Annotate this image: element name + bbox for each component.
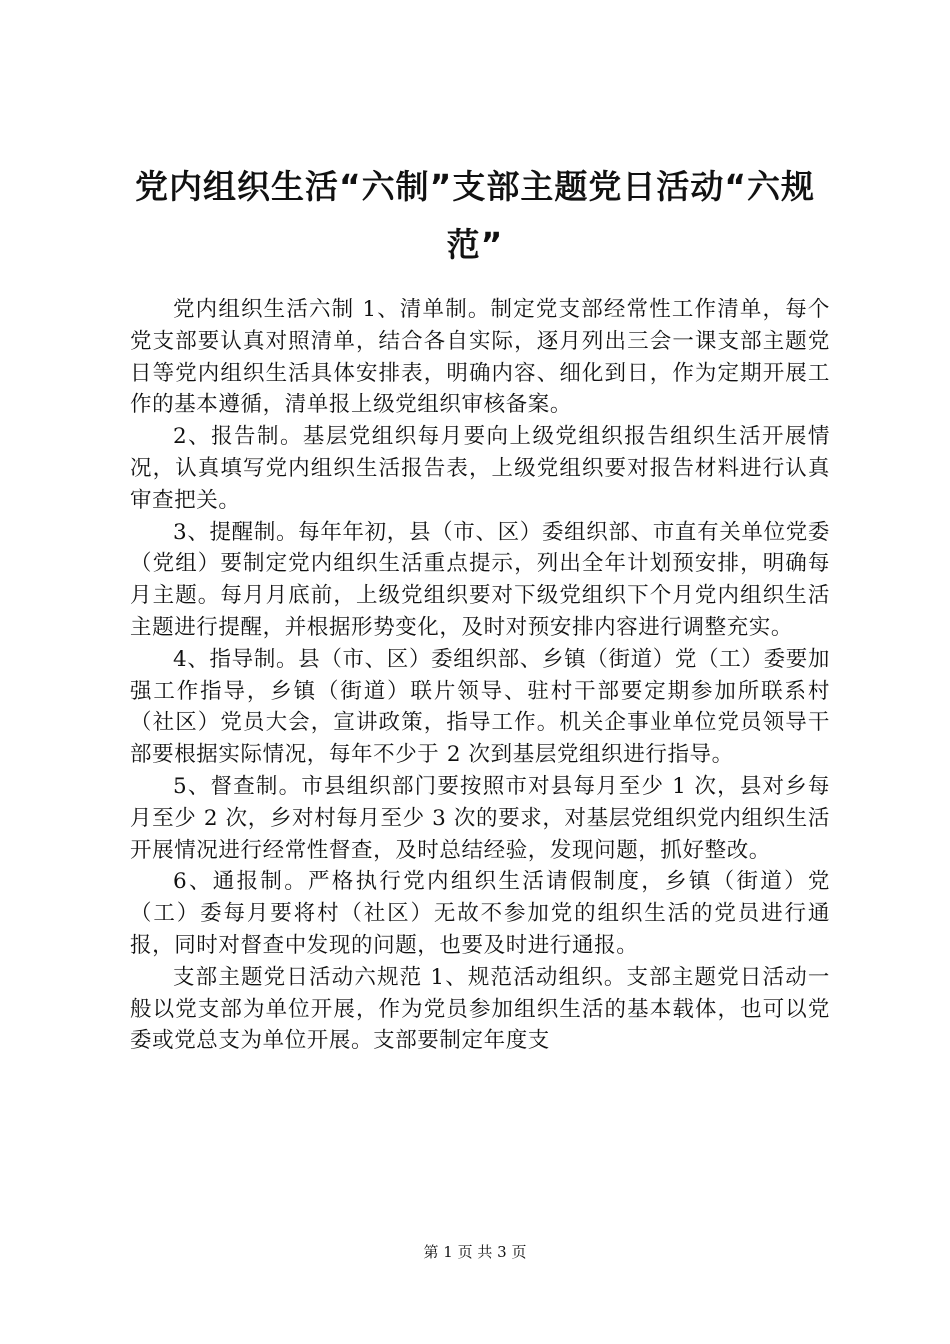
paragraph: 2、报告制。基层党组织每月要向上级党组织报告组织生活开展情况，认真填写党内组织生活报告表，上级党组织要对报告材料进行认真审查把关。 (130, 424, 830, 513)
page-number-footer: 第 1 页 共 3 页 (423, 1243, 527, 1261)
paragraph: 党内组织生活六制 1、清单制。制定党支部经常性工作清单，每个党支部要认真对照清单，结合各自实际，逐月列出三会一课支部主题党日等党内组织生活具体安排表，明确内容、细化到日，作为定期开展工作的基本遵循，清单报上级党组织审核备案。 (130, 297, 830, 418)
paragraph: 6、通报制。严格执行党内组织生活请假制度，乡镇（街道）党（工）委每月要将村（社区）无故不参加党的组织生活的党员进行通报，同时对督查中发现的问题，也要及时进行通报。 (130, 869, 830, 958)
document-body (130, 294, 830, 1057)
paragraph: 3、提醒制。每年年初，县（市、区）委组织部、市直有关单位党委（党组）要制定党内组织生活重点提示，列出全年计划预安排，明确每月主题。每月月底前，上级党组织要对下级党组织下个月党内组织生活主题进行提醒，并根据形势变化，及时对预安排内容进行调整充实。 (130, 519, 830, 640)
document-title: 党内组织生活“六制”支部主题党日活动“六规范” (134, 167, 816, 264)
paragraph: 支部主题党日活动六规范 1、规范活动组织。支部主题党日活动一般以党支部为单位开展，作为党员参加组织生活的基本载体，也可以党委或党总支为单位开展。支部要制定年度支 (130, 964, 830, 1054)
paragraph: 4、指导制。县（市、区）委组织部、乡镇（街道）党（工）委要加强工作指导，乡镇（街道）联片领导、驻村干部要定期参加所联系村（社区）党员大会，宣讲政策，指导工作。机关企事业单位党员领导干部要根据实际情况，每年不少于 2 次到基层党组织进行指导。 (130, 646, 830, 768)
paragraph: 5、督查制。市县组织部门要按照市对县每月至少 1 次，县对乡每月至少 2 次，乡对村每月至少 3 次的要求，对基层党组织党内组织生活开展情况进行经常性督查，及时总结经验，发现问题，抓好整改。 (130, 773, 830, 863)
